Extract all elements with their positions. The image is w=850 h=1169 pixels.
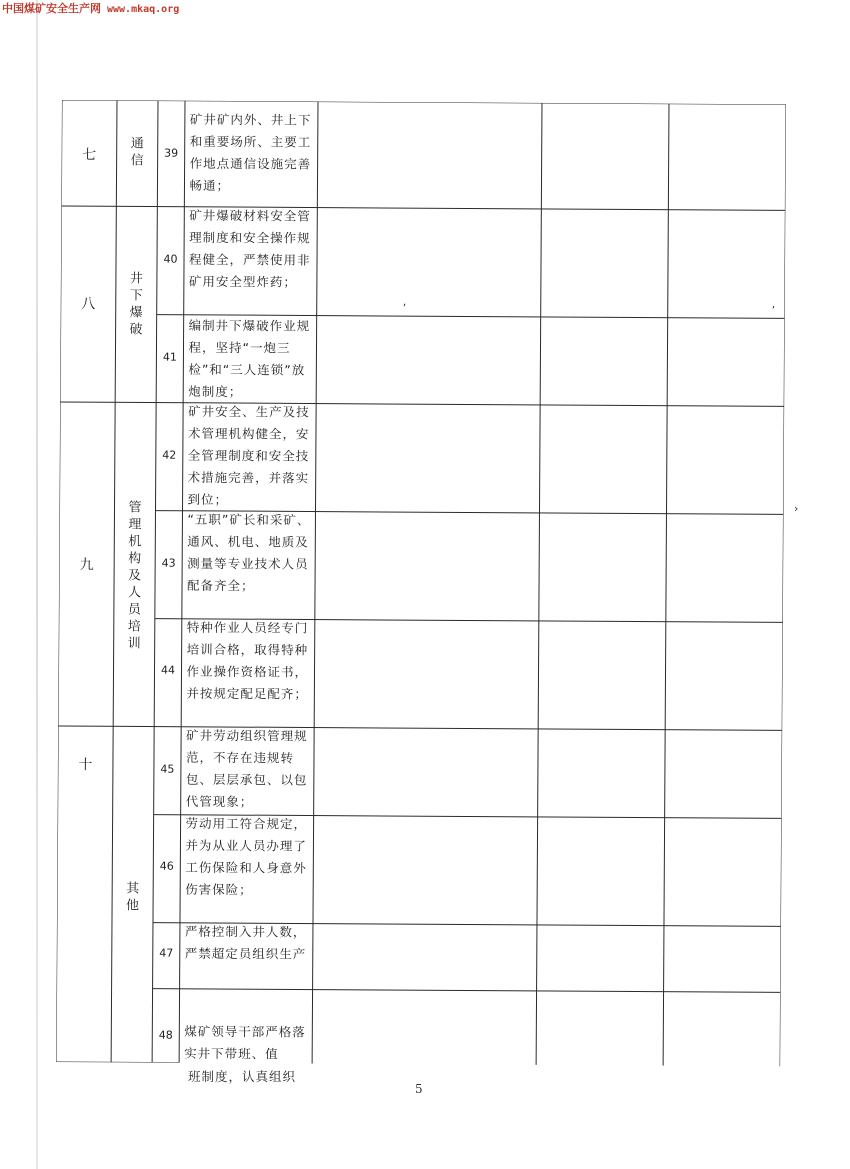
item-requirement-text: 煤矿领导干部严格落实井下带班、值: [184, 1023, 306, 1062]
item-number: 47: [159, 946, 174, 960]
item-number: 40: [163, 252, 178, 266]
item-requirement-text: 劳动用工符合规定，并为从业人员办理了工伤保险和人身意外伤害保险；: [185, 815, 308, 898]
continuation-text: 班制度，认真组织: [188, 1069, 297, 1084]
section-number: 十: [78, 757, 93, 774]
item-requirement-text: 矿井矿内外、井上下和重要场所、主要工作地点通信设施完善畅通；: [189, 111, 312, 194]
page-number: 5: [415, 1082, 423, 1096]
section-category: 管 理 机 构 及 人 员 培 训: [127, 500, 142, 652]
item-number: 46: [159, 859, 174, 873]
section-number: 九: [79, 557, 94, 574]
item-number: 39: [164, 146, 179, 160]
inspection-table: [56, 100, 786, 1066]
scan-speck: ›: [794, 502, 799, 515]
item-requirement-text: 矿井安全、生产及技术管理机构健全，安全管理制度和安全技术措施完善，并落实到位；: [187, 403, 310, 508]
item-number: 45: [160, 762, 175, 776]
site-watermark: [2, 0, 179, 16]
item-requirement-text: “五职”矿长和采矿、通风、机电、地质及测量等专业技术人员配备齐全；: [186, 511, 311, 594]
scan-speck: ,: [402, 295, 407, 309]
table-grid-lines: [56, 100, 786, 1066]
watermark-site-name: 中国煤矿安全生产网: [2, 2, 101, 15]
watermark-url: www.mkaq.org: [107, 4, 180, 15]
item-number: 48: [158, 1028, 173, 1042]
item-requirement-text: 编制井下爆破作业规程，坚持“一炮三检”和“三人连锁”放炮制度；: [188, 317, 311, 400]
item-number: 44: [160, 663, 176, 677]
item-number: 41: [162, 350, 177, 364]
item-requirement-text: 严格控制入井人数，严禁超定员组织生产: [184, 923, 307, 962]
scan-edge-shadow: [36, 0, 38, 1169]
scan-speck: ,: [771, 297, 776, 311]
section-category: 井 下 爆 破: [129, 271, 143, 338]
item-number: 43: [161, 556, 176, 570]
item-number: 42: [162, 448, 177, 462]
section-category: 其 他: [126, 881, 140, 914]
section-number: 七: [82, 147, 97, 164]
item-requirement-text: 矿井爆破材料安全管理制度和安全操作规程健全，严禁使用非矿用安全型炸药；: [188, 207, 311, 290]
section-number: 八: [81, 296, 96, 313]
item-requirement-text: 特种作业人员经专门培训合格，取得特种作业操作资格证书，并按规定配足配齐；: [186, 619, 309, 702]
item-requirement-text: 矿井劳动组织管理规范，不存在违规转包、层层承包、以包代管现象；: [185, 727, 308, 810]
section-category: 通 信: [130, 136, 144, 169]
